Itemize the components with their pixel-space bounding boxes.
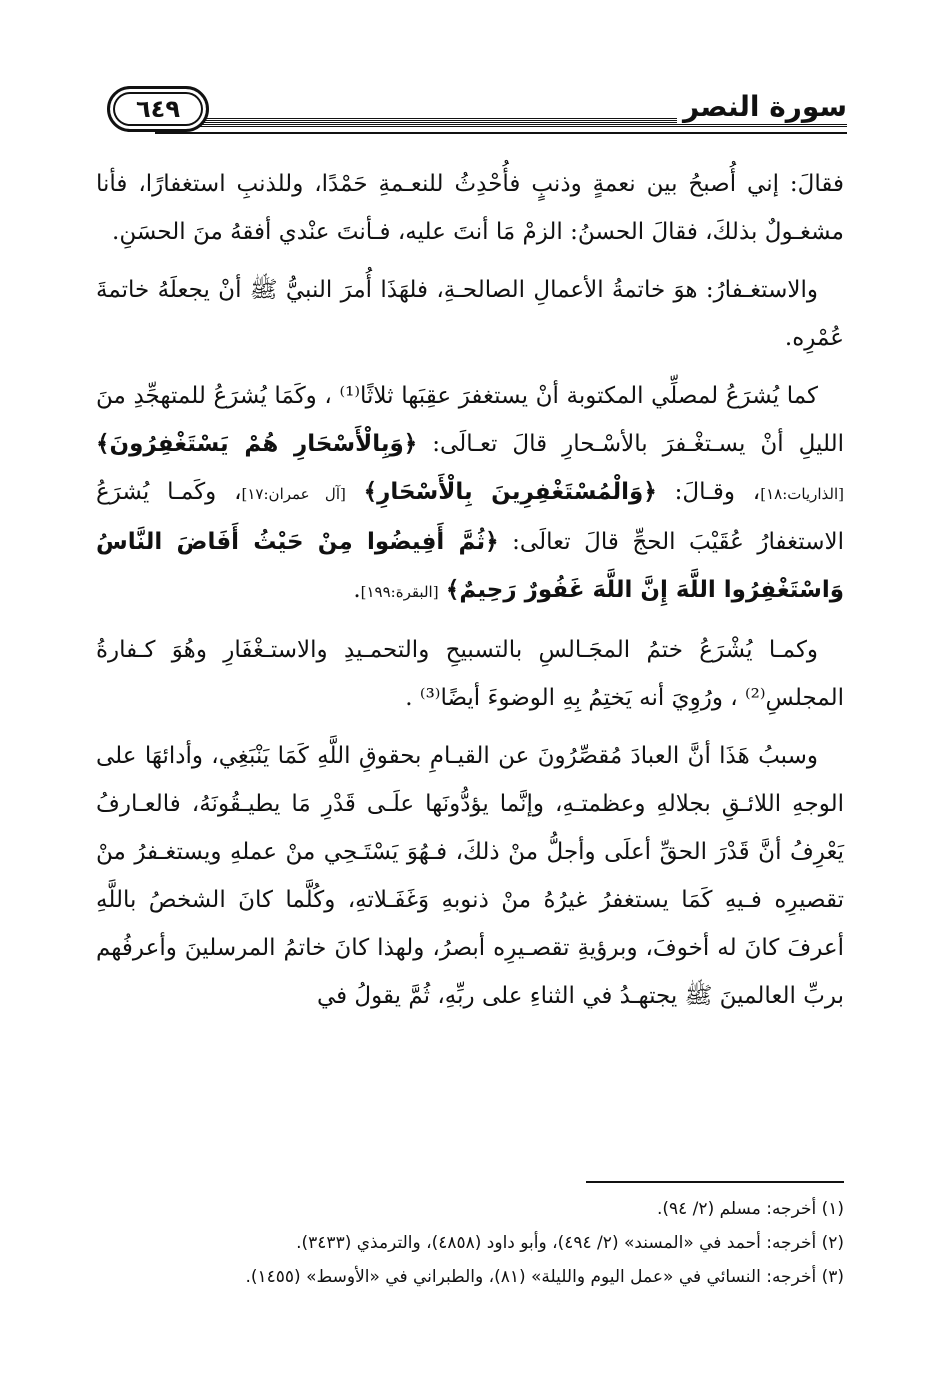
page-number: ٦٤٩ <box>136 95 180 123</box>
quran-ref-3: [البقرة:١٩٩] <box>360 583 439 601</box>
page-header <box>95 82 847 142</box>
header-rule-line <box>155 132 847 134</box>
main-text <box>96 160 844 1030</box>
quran-quote-2: ﴿وَالْمُسْتَغْفِرِينَ بِالْأَسْحَارِ﴾ <box>363 479 657 505</box>
surah-title: سورة النصر <box>677 90 847 123</box>
paragraph-5: وسببُ هَذَا أنَّ العبادَ مُقصِّرُونَ عن القيـامِ بحقوقِ اللَّهِ كَمَا يَنْبَغِي، وأدائهَا على الوجهِ اللائـقِ بجلالهِ وعظمتـهِ، وإنَّما يؤدُّونَها علَـى قَدْرِ مَا يطيـقُونَهُ، فالعـارفُ يَعْرِفُ أنَّ قَدْرَ الحقِّ أعلَى وأجلُّ منْ ذلكَ، فـهُوَ يَسْتَـحِي منْ عملهِ ويستغـفرُ منْ تقصيرِه فـيهِ كَمَا يستغفرُ غيرُهُ منْ ذنوبهِ وَغَفَـلاتهِ، وكُلَّما كانَ الشخصُ باللَّهِ أعرفَ كانَ له أخوفَ، وبرؤيةِ تقصـيرِه أبصرُ، ولهذا كانَ خاتمُ المرسلينَ وأعرفُهم بربِّ العالمينَ ﷺ يجتهـدُ في الثناءِ على ربِّهِ، ثُمَّ يقولُ في <box>96 743 844 1009</box>
paragraph-3-text-3: ، وكَمـا يُشرَعُ الاستغفارُ عُقَيْبَ الحجِّ قالَ تعالَى: <box>96 479 844 555</box>
paragraph-3-text-1: كما يُشرَعُ لمصلِّي المكتوبة أنْ يستغفرَ عقِبَها ثلاثًا⁽¹⁾ ، وكَمَا يُشرَعُ للمتهجِّدِ منَ الليلِ أنْ يسـتغْـفرَ بالأسْـحارِ قالَ تعـالَى: <box>96 383 844 457</box>
footnote-3: (٣) أخرجه: النسائي في «عمل اليوم والليلة» (٨١)، والطبراني في «الأوسط» (١٤٥٥). <box>245 1267 844 1287</box>
page-number-badge <box>107 86 209 132</box>
quran-ref-1: [الذاريات:١٨] <box>760 485 844 503</box>
quran-ref-2: [آل عمران:١٧] <box>241 485 346 503</box>
quran-quote-1: ﴿وَبِالْأَسْحَارِ هُمْ يَسْتَغْفِرُونَ﴾ <box>96 431 418 457</box>
footnote-2: (٢) أخرجه: أحمد في «المسند» (٢/ ٤٩٤)، وأبو داود (٤٨٥٨)، والترمذي (٣٤٣٣). <box>296 1233 844 1253</box>
footnote-divider <box>586 1181 844 1183</box>
footnote-1: (١) أخرجه: مسلم (٢/ ٩٤). <box>656 1199 844 1219</box>
paragraph-1: فقالَ: إني أُصبحُ بين نعمةٍ وذنبٍ فأُحْدِثُ للنعـمةِ حَمْدًا، وللذنبِ استغفارًا، فأنا مشغـولٌ بذلكَ، فقالَ الحسنُ: الزمْ مَا أنتَ عليه، فـأنتَ عنْدي أفقهُ منَ الحسَنِ. <box>96 171 844 245</box>
paragraph-3-text-2: ، وقـالَ: <box>656 479 761 505</box>
paragraph-4: وكمـا يُشْرَعُ ختمُ المجَـالسِ بالتسبيحِ والتحمـيدِ والاستـغْفَارِ وهُوَ كـفارةُ المجلسِ⁽²⁾ ، ورُوِيَ أنه يَختِمُ بِهِ الوضوءَ أيضًا⁽³⁾ . <box>96 637 844 711</box>
paragraph-3-text-4: . <box>353 577 361 603</box>
paragraph-2: والاستغـفارُ: هوَ خاتمةُ الأعمالِ الصالحـةِ، فلهَذَا أُمرَ النبيُّ ﷺ أنْ يجعلَهُ خاتمةَ عُمْرِه. <box>96 277 844 351</box>
footnotes <box>96 1192 844 1294</box>
quran-quote-3: ﴿ثُمَّ أَفِيضُوا مِنْ حَيْثُ أَفَاضَ النَّاسُ وَاسْتَغْفِرُوا اللَّهَ إِنَّ اللَّهَ غَفُورٌ رَحِيمٌ﴾ <box>96 529 844 603</box>
paragraph-3 <box>96 372 844 616</box>
